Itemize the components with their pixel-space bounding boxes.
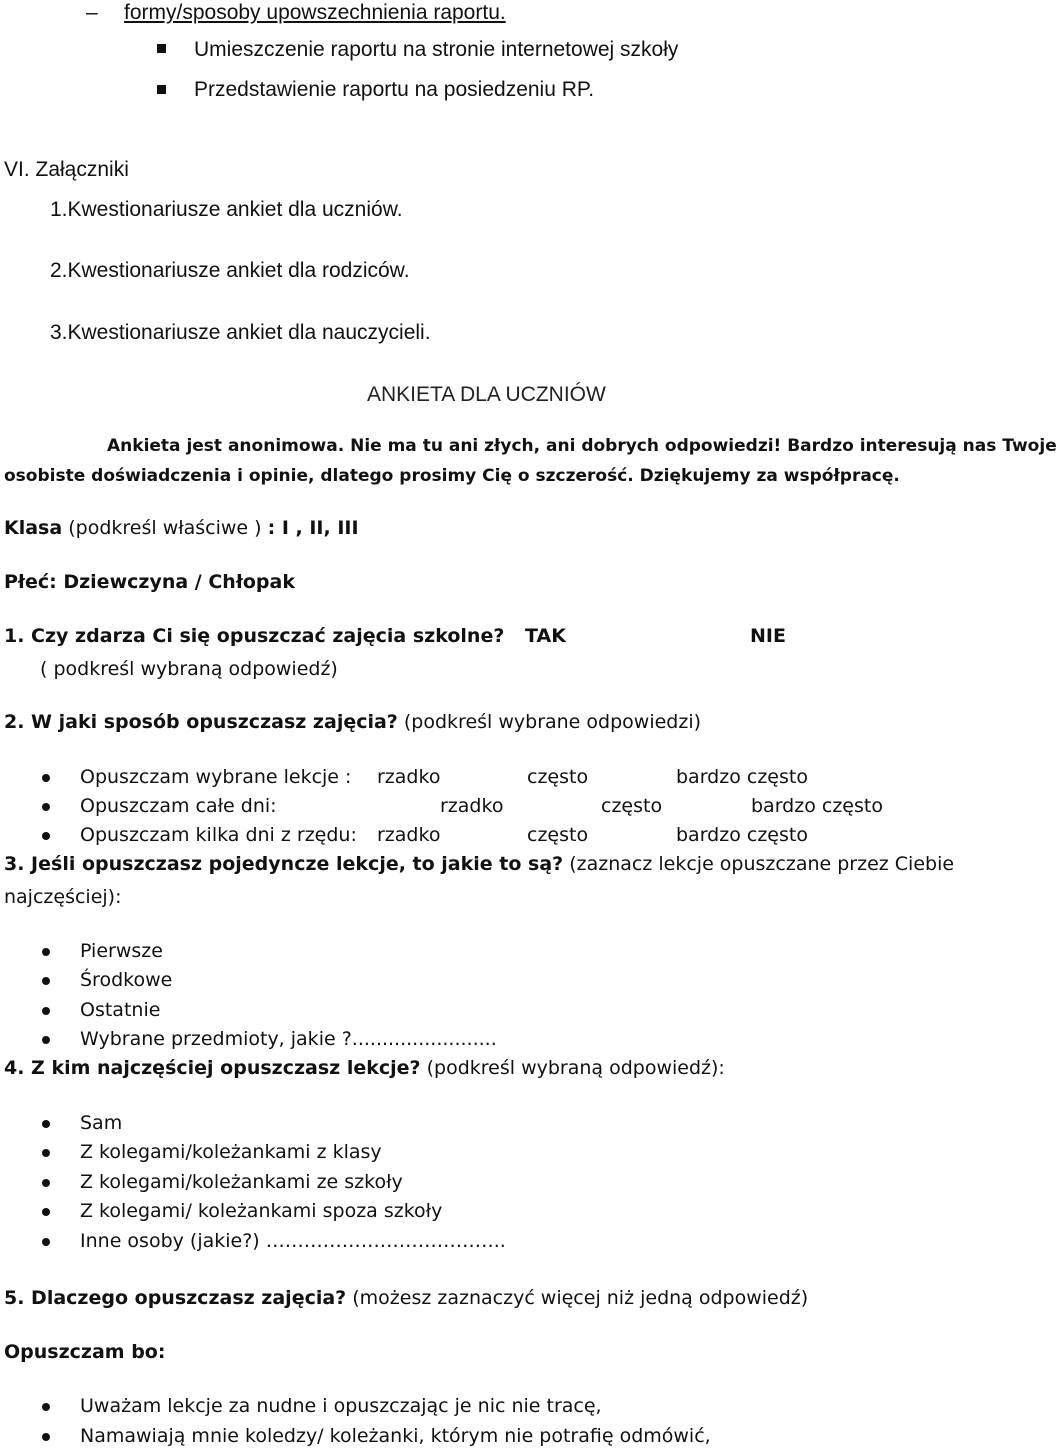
bullet-icon [42, 774, 50, 782]
survey-title: ANKIETA DLA UCZNIÓW [367, 383, 606, 406]
question-4: 4. Z kim najczęściej opuszczasz lekcje? [4, 1057, 421, 1079]
option-item: Z kolegami/ koleżankami spoza szkoły [80, 1200, 443, 1222]
list-item: 3.Kwestionariusze ankiet dla nauczycieli. [50, 321, 431, 344]
question-4-line [4, 1057, 725, 1079]
bullet-icon [42, 948, 50, 956]
attachments-heading: VI. Załączniki [4, 158, 129, 181]
option-item: Ostatnie [80, 999, 161, 1021]
class-options: : I , II, III [267, 517, 359, 539]
square-bullet-icon [157, 44, 166, 53]
question-3: 3. Jeśli opuszczasz pojedyncze lekcje, to jakie to są? [4, 853, 564, 875]
bullet-icon [42, 1007, 50, 1015]
bullet-icon [42, 977, 50, 985]
intro-text: osobiste doświadczenia i opinie, dlatego prosimy Cię o szczerość. Dziękujemy za współpracę. [4, 466, 900, 486]
question-4-hint: (podkreśl wybraną odpowiedź): [420, 1057, 725, 1079]
dash-marker: – [86, 1, 98, 24]
class-label: Klasa [4, 517, 63, 539]
frequency-label: Opuszczam całe dni: [80, 795, 277, 817]
bullet-icon [42, 1036, 50, 1044]
class-hint: (podkreśl właściwe ) [62, 517, 268, 539]
option-item: Uważam lekcje za nudne i opuszczając je nic nie tracę, [80, 1395, 602, 1417]
question-2-line [4, 711, 701, 733]
bullet-icon [42, 1120, 50, 1128]
answer-yes: TAK [525, 625, 566, 647]
question-5-lead: Opuszczam bo: [4, 1341, 166, 1363]
question-3-hint-cont: najczęściej): [4, 886, 122, 908]
question-3-line [4, 853, 954, 875]
option-item: Namawiają mnie koledzy/ koleżanki, którym nie potrafię odmówić, [80, 1425, 711, 1447]
frequency-option: często [527, 766, 589, 788]
bullet-icon [42, 1433, 50, 1441]
class-line [4, 517, 359, 539]
answer-no: NIE [750, 625, 786, 647]
option-item: Środkowe [80, 969, 173, 991]
frequency-option: często [527, 824, 589, 846]
question-1: 1. Czy zdarza Ci się opuszczać zajęcia szkolne? [4, 625, 505, 647]
question-3-hint: (zaznacz lekcje opuszczane przez Ciebie [563, 853, 955, 875]
option-item: Z kolegami/koleżankami ze szkoły [80, 1171, 403, 1193]
bullet-icon [42, 1403, 50, 1411]
bullet-icon [42, 832, 50, 840]
bullet-icon [42, 1149, 50, 1157]
frequency-option: bardzo często [751, 795, 883, 817]
list-item: 2.Kwestionariusze ankiet dla rodziców. [50, 259, 410, 282]
option-item: Wybrane przedmioty, jakie ?........................ [80, 1028, 497, 1050]
square-bullet-icon [157, 85, 166, 94]
frequency-label: Opuszczam kilka dni z rzędu: [80, 824, 357, 846]
frequency-option: bardzo często [676, 824, 808, 846]
gender-line: Płeć: Dziewczyna / Chłopak [4, 571, 295, 593]
question-5-line [4, 1287, 808, 1309]
question-1-hint: ( podkreśl wybraną odpowiedź) [40, 658, 338, 680]
bullet-icon [42, 1179, 50, 1187]
list-item: Umieszczenie raportu na stronie internetowej szkoły [194, 38, 679, 61]
option-item: Z kolegami/koleżankami z klasy [80, 1141, 382, 1163]
intro-text: Ankieta jest anonimowa. Nie ma tu ani złych, ani dobrych odpowiedzi! Bardzo interesują nas Twoje [107, 436, 1057, 456]
bullet-icon [42, 1208, 50, 1216]
bullet-icon [42, 803, 50, 811]
question-2-hint: (podkreśl wybrane odpowiedzi) [397, 711, 702, 733]
frequency-label: Opuszczam wybrane lekcje : [80, 766, 352, 788]
question-5-hint: (możesz zaznaczyć więcej niż jedną odpowiedź) [346, 1287, 809, 1309]
frequency-option: bardzo często [676, 766, 808, 788]
list-item: Przedstawienie raportu na posiedzeniu RP. [194, 78, 595, 101]
option-item: Sam [80, 1112, 123, 1134]
frequency-option: rzadko [377, 824, 441, 846]
frequency-option: rzadko [377, 766, 441, 788]
option-item: Inne osoby (jakie?) ……………………………….. [80, 1230, 506, 1252]
question-2: 2. W jaki sposób opuszczasz zajęcia? [4, 711, 398, 733]
bullet-icon [42, 1238, 50, 1246]
question-5: 5. Dlaczego opuszczasz zajęcia? [4, 1287, 347, 1309]
frequency-option: często [601, 795, 663, 817]
section-heading: formy/sposoby upowszechnienia raportu. [124, 1, 506, 24]
list-item: 1.Kwestionariusze ankiet dla uczniów. [50, 198, 403, 221]
option-item: Pierwsze [80, 940, 163, 962]
frequency-option: rzadko [440, 795, 504, 817]
